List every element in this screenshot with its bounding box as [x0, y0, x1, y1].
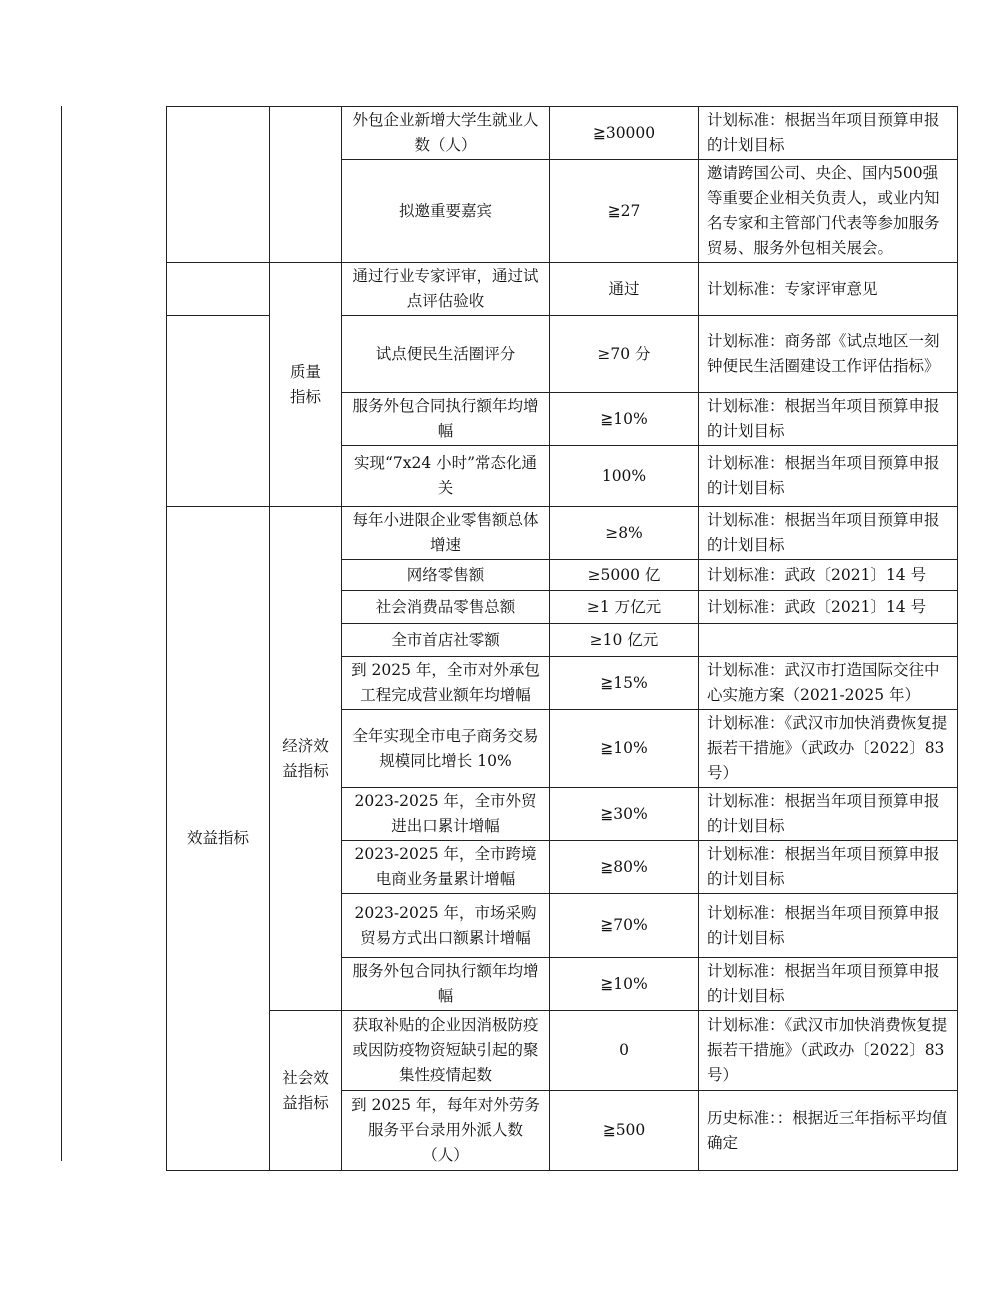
value-cell: ≥5000 亿	[550, 560, 699, 591]
table-row	[167, 263, 958, 316]
value-cell: ≥1 万亿元	[550, 591, 699, 624]
value-cell: ≧30000	[550, 107, 699, 160]
indicator-cell: 全年实现全市电子商务交易规模同比增长 10%	[342, 710, 550, 788]
indicator-cell: 2023-2025 年，全市跨境电商业务量累计增幅	[342, 841, 550, 894]
basis-cell: 计划标准：武政〔2021〕14 号	[699, 560, 958, 591]
value-cell: 通过	[550, 263, 699, 316]
table-row	[167, 1011, 958, 1091]
value-cell: ≧70%	[550, 894, 699, 958]
basis-cell: 计划标准：专家评审意见	[699, 263, 958, 316]
indicator-cell: 服务外包合同执行额年均增幅	[342, 393, 550, 446]
blank-level1-cell	[167, 446, 270, 507]
value-cell: ≧10%	[550, 710, 699, 788]
indicator-cell: 服务外包合同执行额年均增幅	[342, 958, 550, 1011]
value-cell: ≧30%	[550, 788, 699, 841]
continued-level2-cell	[270, 107, 342, 263]
table-row	[167, 107, 958, 160]
indicator-cell: 全市首店社零额	[342, 624, 550, 657]
indicator-cell: 试点便民生活圈评分	[342, 316, 550, 393]
performance-indicator-table	[166, 106, 958, 1171]
basis-cell: 计划标准：根据当年项目预算申报的计划目标	[699, 841, 958, 894]
indicator-cell: 2023-2025 年，市场采购贸易方式出口额累计增幅	[342, 894, 550, 958]
value-cell: 100%	[550, 446, 699, 507]
basis-cell: 计划标准：商务部《试点地区一刻钟便民生活圈建设工作评估指标》	[699, 316, 958, 393]
basis-cell: 计划标准：根据当年项目预算申报的计划目标	[699, 507, 958, 560]
indicator-cell: 实现“7x24 小时”常态化通关	[342, 446, 550, 507]
basis-cell: 计划标准：根据当年项目预算申报的计划目标	[699, 894, 958, 958]
basis-cell: 计划标准：《武汉市加快消费恢复提振若干措施》（武政办〔2022〕83 号）	[699, 710, 958, 788]
indicator-cell: 外包企业新增大学生就业人数（人）	[342, 107, 550, 160]
indicator-cell: 到 2025 年，每年对外劳务服务平台录用外派人数（人）	[342, 1091, 550, 1171]
indicator-cell: 通过行业专家评审，通过试点评估验收	[342, 263, 550, 316]
basis-cell: 历史标准：：根据近三年指标平均值确定	[699, 1091, 958, 1171]
benefit-indicator-label: 效益指标	[167, 507, 270, 1171]
indicator-cell: 每年小进限企业零售额总体增速	[342, 507, 550, 560]
indicator-cell: 拟邀重要嘉宾	[342, 160, 550, 263]
value-cell: ≧10%	[550, 393, 699, 446]
value-cell: ≧27	[550, 160, 699, 263]
value-cell: ≧10%	[550, 958, 699, 1011]
basis-cell: 计划标准：根据当年项目预算申报的计划目标	[699, 446, 958, 507]
value-cell: ≧15%	[550, 657, 699, 710]
blank-level1-cell	[167, 263, 270, 316]
value-cell: ≥8%	[550, 507, 699, 560]
blank-level1-cell	[167, 393, 270, 446]
basis-cell: 计划标准：《武汉市加快消费恢复提振若干措施》（武政办〔2022〕83 号）	[699, 1011, 958, 1091]
value-cell: ≥10 亿元	[550, 624, 699, 657]
basis-cell: 计划标准：武政〔2021〕14 号	[699, 591, 958, 624]
table-row	[167, 507, 958, 560]
blank-level1-cell	[167, 316, 270, 393]
indicator-cell: 网络零售额	[342, 560, 550, 591]
basis-cell	[699, 624, 958, 657]
indicator-cell: 到 2025 年，全市对外承包工程完成营业额年均增幅	[342, 657, 550, 710]
outer-left-rule	[61, 106, 62, 1161]
value-cell: ≧500	[550, 1091, 699, 1171]
value-cell: ≧80%	[550, 841, 699, 894]
basis-cell: 计划标准：根据当年项目预算申报的计划目标	[699, 788, 958, 841]
basis-cell: 邀请跨国公司、央企、国内500强等重要企业相关负责人，或业内知名专家和主管部门代表等参加服务贸易、服务外包相关展会。	[699, 160, 958, 263]
indicator-cell: 社会消费品零售总额	[342, 591, 550, 624]
indicator-cell: 获取补贴的企业因消极防疫或因防疫物资短缺引起的聚集性疫情起数	[342, 1011, 550, 1091]
social-benefit-label: 社会效 益指标	[270, 1011, 342, 1171]
value-cell: 0	[550, 1011, 699, 1091]
basis-cell: 计划标准：根据当年项目预算申报的计划目标	[699, 393, 958, 446]
basis-cell: 计划标准：武汉市打造国际交往中心实施方案（2021-2025 年）	[699, 657, 958, 710]
basis-cell: 计划标准：根据当年项目预算申报的计划目标	[699, 107, 958, 160]
quality-indicator-label: 质量 指标	[270, 263, 342, 507]
basis-cell: 计划标准：根据当年项目预算申报的计划目标	[699, 958, 958, 1011]
economic-benefit-label: 经济效 益指标	[270, 507, 342, 1011]
value-cell: ≥70 分	[550, 316, 699, 393]
continued-level1-cell	[167, 107, 270, 263]
indicator-cell: 2023-2025 年，全市外贸进出口累计增幅	[342, 788, 550, 841]
